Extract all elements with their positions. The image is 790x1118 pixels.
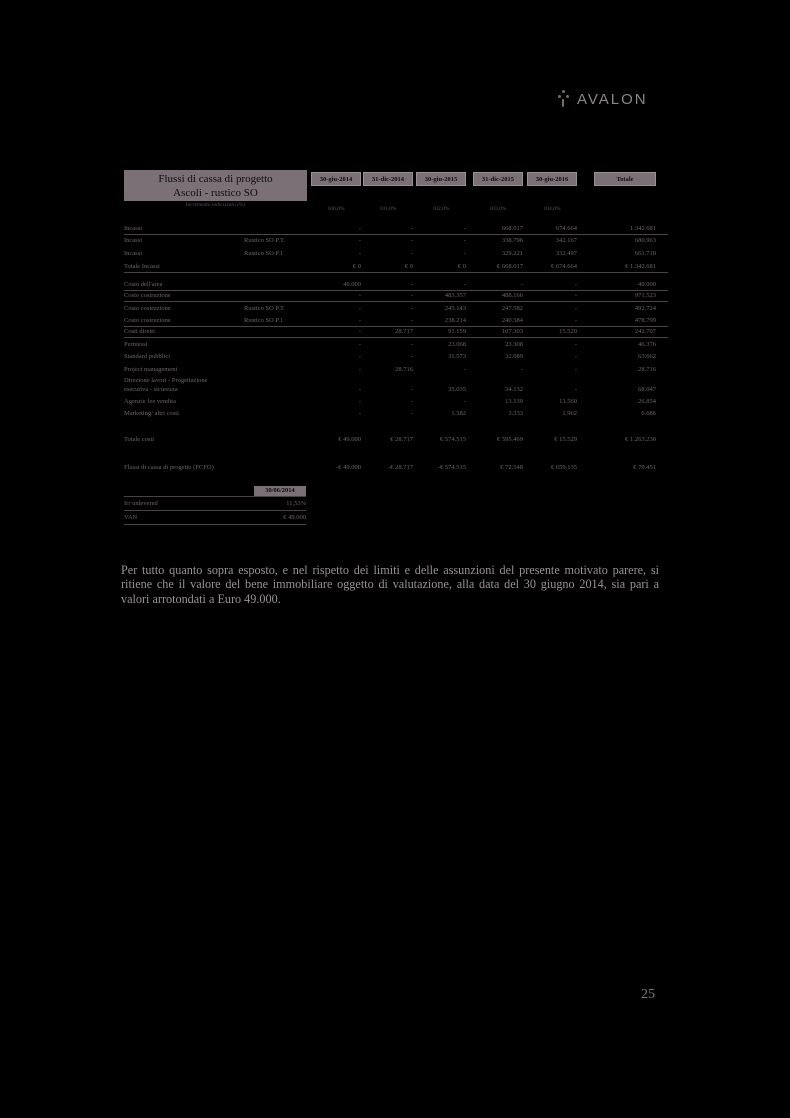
cell-total: € 1.342.681 [625, 263, 656, 270]
cell-value: - [520, 281, 523, 288]
cell-total: 242.707 [634, 328, 656, 335]
row-label: Direzione lavori - Progettazione [124, 377, 208, 384]
row-label: Standard pubblici [124, 353, 171, 360]
divider [124, 290, 668, 291]
cell-value: 35.035 [448, 386, 466, 393]
table-title [124, 170, 307, 201]
cell-value: 483.357 [444, 292, 466, 299]
row-label: Costo dell'area [124, 281, 163, 288]
cell-value: - [520, 366, 523, 373]
cell-total: 46.376 [638, 341, 656, 348]
irr-label: Irr unlevered [124, 500, 158, 507]
cell-value: 1.382 [451, 410, 466, 417]
row-sublabel: Rustico SO P.1 [244, 317, 284, 324]
row-sublabel: Rustico SO P.T. [244, 305, 286, 312]
cell-value: 32.089 [505, 353, 523, 360]
cell-value: - [358, 250, 361, 257]
table-row [124, 250, 668, 259]
cell-total: 68.047 [638, 386, 656, 393]
cell-value: € 674.664 [551, 263, 577, 270]
van-row [124, 514, 668, 523]
cell-value: 668.017 [501, 225, 523, 232]
cell-value: - [358, 225, 361, 232]
cell-value: 15.529 [559, 328, 577, 335]
cell-value: € 574.515 [440, 436, 466, 443]
cell-total: 971.523 [634, 292, 656, 299]
cell-value: 342.167 [555, 237, 577, 244]
cell-value: € 0 [404, 263, 413, 270]
cell-value: - [410, 386, 413, 393]
cell-value: 34.132 [505, 386, 523, 393]
cell-total: 492.724 [634, 305, 656, 312]
cell-value: - [358, 237, 361, 244]
cell-value: 1.962 [562, 410, 577, 417]
table-title-line1: Flussi di cassa di progetto [158, 173, 273, 185]
cell-total: € 1.263.230 [625, 436, 656, 443]
column-header-date: 30-giu-2016 [527, 172, 577, 186]
cell-total: 478.799 [634, 317, 656, 324]
cell-value: - [358, 328, 361, 335]
cell-value: - [358, 353, 361, 360]
divider [124, 337, 668, 338]
cell-value: - [410, 292, 413, 299]
cell-value: € 659.135 [551, 464, 577, 471]
table-subtitle: Incremento indicizzato (%) [185, 202, 246, 208]
van-value: € 49.000 [283, 514, 306, 521]
cell-value: -€ 49.000 [336, 464, 361, 471]
row-label: Costo costruzione [124, 305, 171, 312]
cell-value: - [358, 386, 361, 393]
cell-value: - [574, 317, 577, 324]
cell-value: 488.166 [501, 292, 523, 299]
table-row [124, 317, 668, 326]
row-label: Incassi [124, 225, 143, 232]
irr-date-header: 30/06/2014 [254, 486, 306, 496]
table-row [124, 305, 668, 314]
cell-value: - [358, 292, 361, 299]
cell-value: 245.143 [444, 305, 466, 312]
table-row [124, 353, 668, 362]
cell-value: - [574, 366, 577, 373]
cell-value: 23.068 [448, 341, 466, 348]
cell-value: - [410, 250, 413, 257]
conclusion-paragraph: Per tutto quanto sopra esposto, e nel rispetto dei limiti e delle assunzioni del presente motivato parere, si ritiene che il valore del bene immobiliare oggetto di valutazione, alla data del 30 giugno 2014, sia pari a valori arrotondati a Euro 49.000. [121, 563, 659, 606]
cell-value: - [574, 305, 577, 312]
cell-total: 661.718 [634, 250, 656, 257]
cell-value: - [358, 366, 361, 373]
row-label: Flussi di cassa di progetto (FCFO) [124, 464, 214, 471]
row-label: Costo costruzione [124, 317, 171, 324]
column-percentage: 101,0% [379, 206, 397, 212]
column-header-date: 30-giu-2014 [311, 172, 361, 186]
row-label: esecutiva - sicurezza [124, 386, 178, 393]
cell-value: -€ 28.717 [388, 464, 413, 471]
table-row [124, 341, 668, 350]
cell-value: - [574, 353, 577, 360]
cell-total: 6.686 [641, 410, 656, 417]
page-number: 25 [641, 987, 655, 1002]
cell-value: € 15.529 [554, 436, 577, 443]
table-row [124, 263, 668, 272]
cell-total: € 79.451 [633, 464, 656, 471]
divider [124, 234, 668, 235]
cell-value: - [358, 305, 361, 312]
cell-value: - [410, 281, 413, 288]
table-row [124, 281, 668, 290]
cell-value: - [463, 225, 466, 232]
table-row [124, 292, 668, 301]
cell-value: € 0 [352, 263, 361, 270]
cell-value: - [410, 410, 413, 417]
divider [124, 326, 668, 327]
column-percentage: 100,0% [327, 206, 345, 212]
cell-value: - [410, 353, 413, 360]
cell-value: - [410, 341, 413, 348]
cell-total: 26.854 [638, 398, 656, 405]
divider [124, 496, 306, 497]
table-row [124, 237, 668, 246]
cell-value: - [463, 281, 466, 288]
table-row [124, 464, 668, 473]
column-percentage: 104,0% [543, 206, 561, 212]
column-percentage: 103,0% [489, 206, 507, 212]
cell-value: - [410, 237, 413, 244]
cell-value: - [410, 305, 413, 312]
cell-total: 680.963 [634, 237, 656, 244]
avalon-logo-icon [555, 90, 573, 108]
cell-total: 1.342.681 [630, 225, 656, 232]
table-row [124, 410, 668, 419]
cell-value: -€ 574.515 [437, 464, 466, 471]
logo-text: AVALON [577, 90, 648, 108]
cell-total: 63.662 [638, 353, 656, 360]
cell-value: - [574, 292, 577, 299]
divider [124, 524, 306, 525]
cell-value: 240.584 [501, 317, 523, 324]
cell-value: € 668.017 [497, 263, 523, 270]
cell-value: 107.303 [501, 328, 523, 335]
cell-value: - [358, 410, 361, 417]
table-row [124, 366, 668, 375]
cell-value: 247.582 [501, 305, 523, 312]
cell-value: 31.573 [448, 353, 466, 360]
cell-value: - [410, 317, 413, 324]
row-sublabel: Rustico SO P.1 [244, 250, 284, 257]
cell-value: - [358, 341, 361, 348]
cell-value: - [410, 398, 413, 405]
cell-value: 338.796 [501, 237, 523, 244]
irr-row [124, 500, 668, 509]
column-header-date: 31-dic-2014 [363, 172, 413, 186]
cell-value: - [410, 225, 413, 232]
cell-value: - [574, 281, 577, 288]
cell-value: 28.717 [395, 328, 413, 335]
table-row [124, 225, 668, 234]
row-sublabel: Rustico SO P.T. [244, 237, 286, 244]
van-label: VAN [124, 514, 138, 521]
cell-value: 674.664 [555, 225, 577, 232]
cell-value: € 72.548 [500, 464, 523, 471]
row-label: Totale costi [124, 436, 155, 443]
cell-value: - [574, 386, 577, 393]
row-label: Incassi [124, 237, 143, 244]
row-label: Agenzie fee vendita [124, 398, 176, 405]
table-row [124, 386, 668, 395]
cell-value: - [463, 398, 466, 405]
cell-value: 13.139 [505, 398, 523, 405]
row-label: Marketing/ altri costi [124, 410, 179, 417]
column-header-total: Totale [594, 172, 656, 186]
table-row [124, 328, 668, 337]
cell-value: 91.159 [448, 328, 466, 335]
divider [124, 301, 668, 302]
cell-value: 3.333 [508, 410, 523, 417]
column-header-date: 30-giu-2015 [416, 172, 466, 186]
row-label: Project management [124, 366, 178, 373]
table-row [124, 398, 668, 407]
cell-value: € 49.000 [338, 436, 361, 443]
column-header-date: 31-dic-2015 [473, 172, 523, 186]
table-row [124, 377, 668, 386]
cell-value: 49.000 [343, 281, 361, 288]
cell-value: - [463, 237, 466, 244]
row-label: Totale Incassi [124, 263, 160, 270]
cell-value: € 28.717 [390, 436, 413, 443]
table-title-line2: Ascoli - rustico SO [173, 187, 258, 199]
cell-value: - [358, 398, 361, 405]
cell-value: 332.497 [555, 250, 577, 257]
cell-total: 49.000 [638, 281, 656, 288]
row-label: Incassi [124, 250, 143, 257]
divider [124, 272, 668, 273]
cell-value: - [574, 341, 577, 348]
company-logo [555, 90, 648, 108]
row-label: Costo costruzione [124, 292, 171, 299]
cell-value: 23.308 [505, 341, 523, 348]
cell-value: 28.716 [395, 366, 413, 373]
irr-value: 11,53% [286, 500, 306, 507]
cell-value: € 595.469 [497, 436, 523, 443]
cell-value: 329.221 [501, 250, 523, 257]
cell-value: - [358, 317, 361, 324]
cell-value: - [463, 366, 466, 373]
cell-total: 28.716 [638, 366, 656, 373]
cell-value: 238.214 [444, 317, 466, 324]
cell-value: - [463, 250, 466, 257]
row-label: Costi diretti [124, 328, 155, 335]
row-label: Permessi [124, 341, 148, 348]
table-row [124, 436, 668, 445]
cell-value: 13.560 [559, 398, 577, 405]
column-percentage: 102,0% [432, 206, 450, 212]
divider [124, 510, 306, 511]
cell-value: € 0 [457, 263, 466, 270]
